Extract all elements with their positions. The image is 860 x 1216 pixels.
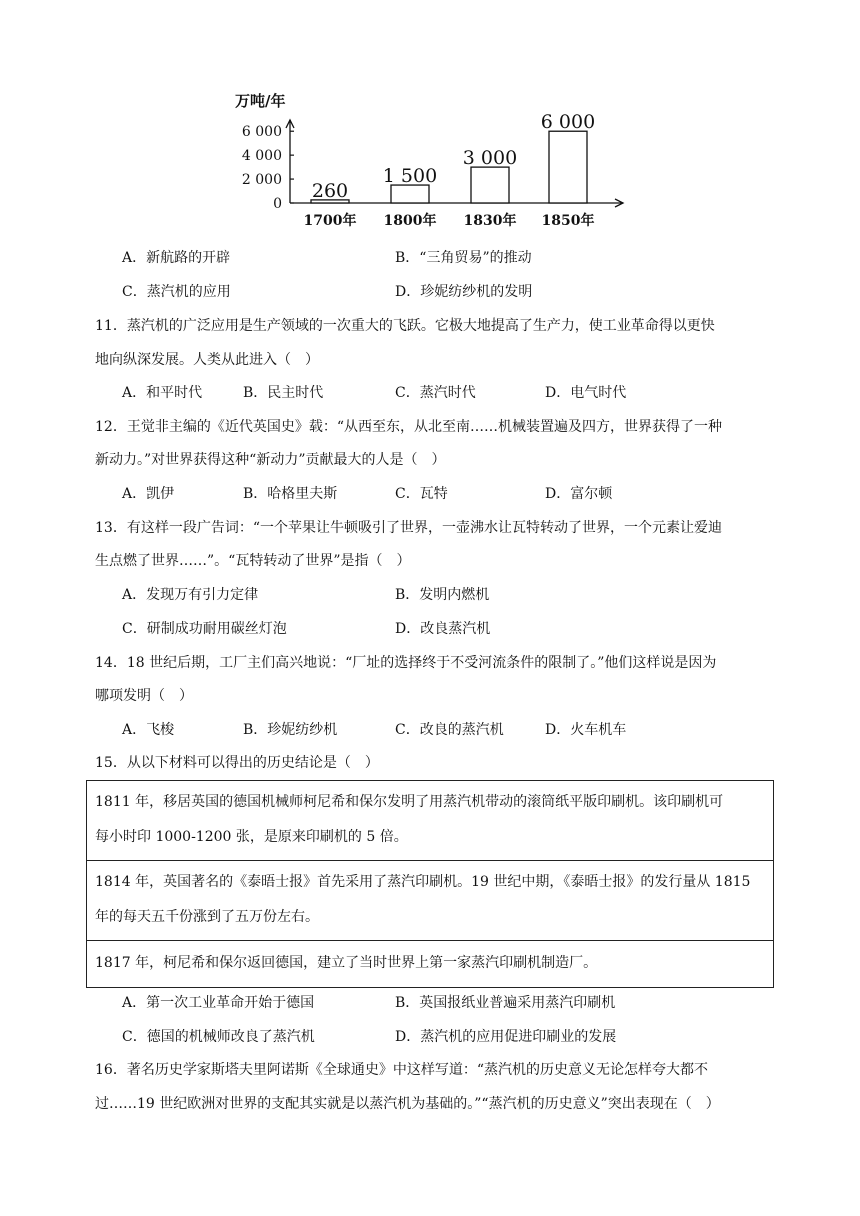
y-tick-label: 0 <box>273 196 282 212</box>
production-bar-chart <box>225 84 635 234</box>
q10-option-c: C．蒸汽机的应用 <box>122 284 231 300</box>
q12-option-c: C．瓦特 <box>395 486 448 502</box>
q15-stem: 15．从以下材料可以得出的历史结论是（ ） <box>95 755 379 771</box>
q11-stem-line2: 地向纵深发展。人类从此进入（ ） <box>95 352 319 368</box>
bar-value-label: 1 500 <box>382 165 438 188</box>
y-tick-label: 6 000 <box>241 124 282 141</box>
q12-stem-line1: 12．王觉非主编的《近代英国史》载：“从西至东，从北至南……机械装置遍及四方，世界获得了一种 <box>95 419 722 435</box>
q13-stem-line2: 生点燃了世界……”。“瓦特转动了世界”是指（ ） <box>95 553 411 569</box>
q16-stem-line2: 过……19 世纪欧洲对世界的支配其实就是以蒸汽机为基础的。”“蒸汽机的历史意义”突出表现在（ ） <box>95 1096 720 1112</box>
q14-stem-line2: 哪项发明（ ） <box>95 688 193 704</box>
q11-option-b: B．民主时代 <box>243 385 324 401</box>
q15-material-table <box>86 780 774 988</box>
material-1-line1: 1811 年，移居英国的德国机械师柯尼希和保尔发明了用蒸汽机带动的滚筒纸平版印刷机。该印刷机可 <box>95 794 724 810</box>
y-axis-label: 万吨/年 <box>235 92 286 110</box>
bar <box>391 185 429 203</box>
q15-option-a: A．第一次工业革命开始于德国 <box>122 995 315 1011</box>
y-tick-label: 2 000 <box>241 172 282 189</box>
q15-option-c: C．德国的机械师改良了蒸汽机 <box>122 1029 315 1045</box>
material-3-line1: 1817 年，柯尼希和保尔返回德国，建立了当时世界上第一家蒸汽印刷机制造厂。 <box>95 955 598 971</box>
q12-stem-line2: 新动力。”对世界获得这种“新动力”贡献最大的人是（ ） <box>95 452 446 468</box>
q10-option-b: B．“三角贸易”的推动 <box>395 250 532 266</box>
q13-option-b: B．发明内燃机 <box>395 587 490 603</box>
bar-value-label: 260 <box>311 179 349 202</box>
y-tick-label: 4 000 <box>241 148 282 165</box>
bar <box>549 131 587 203</box>
q14-option-a: A．飞梭 <box>122 722 175 738</box>
material-1-line2: 每小时印 1000-1200 张，是原来印刷机的 5 倍。 <box>95 829 408 845</box>
x-tick-label: 1700年 <box>303 213 357 229</box>
q14-option-b: B．珍妮纺纱机 <box>243 722 338 738</box>
bar-value-label: 3 000 <box>462 147 518 170</box>
q14-option-c: C．改良的蒸汽机 <box>395 722 504 738</box>
q13-stem-line1: 13．有这样一段广告词：“一个苹果让牛顿吸引了世界，一壶沸水让瓦特转动了世界，一个元素让爱迪 <box>95 520 722 536</box>
q11-option-d: D．电气时代 <box>545 385 627 401</box>
material-row-3 <box>87 941 773 987</box>
x-tick-label: 1800年 <box>383 213 437 229</box>
material-row-1 <box>87 781 773 861</box>
q11-stem-line1: 11．蒸汽机的广泛应用是生产领域的一次重大的飞跃。它极大地提高了生产力，使工业革命得以更快 <box>95 318 715 334</box>
q14-stem-line1: 14．18 世纪后期，工厂主们高兴地说：“厂址的选择终于不受河流条件的限制了。”他们这样说是因为 <box>95 655 717 671</box>
x-tick-label: 1830年 <box>463 213 517 229</box>
x-tick-label: 1850年 <box>541 213 595 229</box>
bar <box>471 167 509 203</box>
q15-option-b: B．英国报纸业普遍采用蒸汽印刷机 <box>395 995 616 1011</box>
q12-option-a: A．凯伊 <box>122 486 175 502</box>
q10-option-a: A．新航路的开辟 <box>122 250 231 266</box>
q13-option-a: A．发现万有引力定律 <box>122 587 259 603</box>
q11-option-c: C．蒸汽时代 <box>395 385 476 401</box>
q13-option-c: C．研制成功耐用碳丝灯泡 <box>122 621 287 637</box>
bar-value-label: 6 000 <box>540 111 596 134</box>
q14-option-d: D．火车机车 <box>545 722 627 738</box>
material-row-2 <box>87 861 773 941</box>
q10-option-d: D．珍妮纺纱机的发明 <box>395 284 533 300</box>
q12-option-d: D．富尔顿 <box>545 486 613 502</box>
q15-option-d: D．蒸汽机的应用促进印刷业的发展 <box>395 1029 617 1045</box>
q12-option-b: B．哈格里夫斯 <box>243 486 338 502</box>
q11-option-a: A．和平时代 <box>122 385 203 401</box>
material-2-line1: 1814 年，英国著名的《泰晤士报》首先采用了蒸汽印刷机。19 世纪中期，《泰晤士报》的发行量从 1815 <box>95 874 751 890</box>
q16-stem-line1: 16．著名历史学家斯塔夫里阿诺斯《全球通史》中这样写道：“蒸汽机的历史意义无论怎样夸大都不 <box>95 1062 708 1078</box>
material-2-line2: 年的每天五千份涨到了五万份左右。 <box>95 909 319 925</box>
q13-option-d: D．改良蒸汽机 <box>395 621 491 637</box>
